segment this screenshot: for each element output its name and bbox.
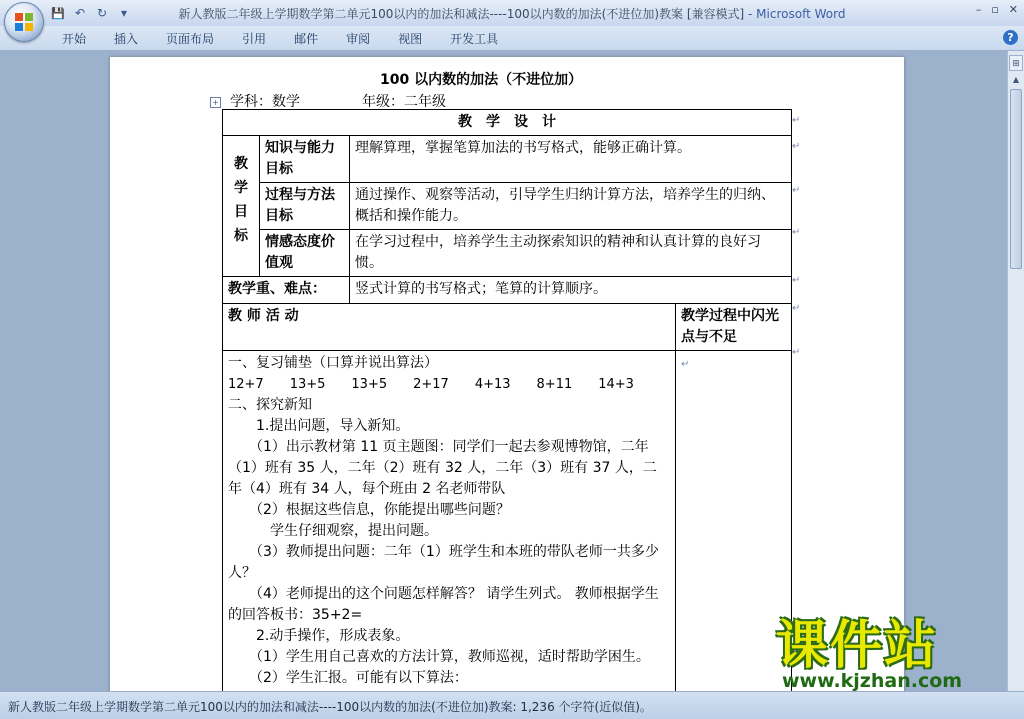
activity-line: 2.动手操作，形成表象。 [228,628,410,644]
table-move-handle-icon[interactable]: + [210,97,221,108]
goal-label-knowledge: 知识与能力目标 [260,136,350,183]
goals-label-char: 教 [234,156,248,172]
activity-line: 二、探究新知 [228,397,312,413]
activity-line: （3）教师提出问题：二年（1）班学生和本班的带队老师一共多少人？ [228,544,659,581]
document-area [0,51,1008,691]
goals-label-char: 学 [234,180,248,196]
office-button[interactable] [4,2,44,42]
tab-insert[interactable]: 插入 [114,32,139,46]
customize-qat-icon[interactable]: ▾ [120,6,128,20]
goal-text-process: 通过操作、观察等活动，引导学生归纳计算方法，培养学生的归纳、概括和操作能力。 [350,183,792,230]
row-end-mark-icon: ↵ [792,303,801,314]
activity-line: 1.提出问题，导入新知。 [228,418,410,434]
ribbon [0,26,1024,51]
office-logo-icon [14,12,34,32]
tab-references[interactable]: 引用 [242,32,267,46]
minimize-button[interactable]: – [975,3,982,16]
row-end-mark-icon: ↵ [792,115,801,126]
subject-label: 学科：数学 [230,94,300,110]
tab-home[interactable]: 开始 [62,32,87,46]
grade-label: 年级：二年级 [362,94,446,110]
activity-line: （1）出示教材第 11 页主题图：同学们一起去参观博物馆，二年（1）班有 35 人，二年（2）班有 32 人，二年（3）班有 37 人，二年（4）班有 34 人，每个班由 2 名老师带队 [228,439,657,497]
watermark-url: www.kjzhan.com [782,670,963,692]
document-title: 100 以内数的加法（不进位加） [380,72,583,88]
row-end-mark-icon: ↵ [792,141,801,152]
activity-line: （2）学生汇报。可能有以下算法： [228,670,468,686]
activity-line: 学生仔细观察，提出问题。 [228,523,438,539]
highlights-header: 教学过程中闪光点与不足 [676,304,792,351]
key-points-text: 竖式计算的书写格式；笔算的计算顺序。 [350,277,792,304]
status-bar [0,691,1024,719]
goal-label-process: 过程与方法目标 [260,183,350,230]
ribbon-tabs [48,30,512,48]
activity-line: 一、复习铺垫（口算并说出算法） [228,355,438,371]
close-button[interactable]: ✕ [1008,3,1018,16]
goal-text-attitude: 在学习过程中，培养学生主动探索知识的精神和认真计算的良好习惯。 [350,230,792,277]
tab-review[interactable]: 审阅 [346,32,371,46]
row-end-mark-icon: ↵ [792,227,801,238]
scroll-up-icon[interactable]: ▲ [1012,75,1020,84]
subject-grade-line [230,91,446,111]
tab-mailings[interactable]: 邮件 [294,32,319,46]
window-title [0,5,1024,22]
activity-line: （4）老师提出的这个问题怎样解答？ 请学生列式。 教师根据学生的回答板书：35+2= [228,586,659,623]
tab-view[interactable]: 视图 [398,32,423,46]
save-icon[interactable]: 💾 [51,6,65,20]
tab-developer[interactable]: 开发工具 [450,32,499,46]
redo-icon[interactable]: ↻ [96,6,108,20]
document-name: 新人教版二年级上学期数学第二单元100以内的加法和减法----100以内数的加法(不进位加)教案 [兼容模式] [178,7,745,21]
goal-label-attitude: 情感态度价值观 [260,230,350,277]
row-end-mark-icon: ↵ [792,275,801,286]
row-end-mark-icon: ↵ [792,347,801,358]
scroll-thumb[interactable] [1010,89,1022,269]
vertical-scrollbar[interactable] [1007,51,1024,691]
watermark [770,618,1006,690]
paragraph-mark-icon: ↵ [681,359,690,370]
activity-line: 12+7 13+5 13+5 2+17 4+13 8+11 14+3 [228,377,634,392]
key-points-label: 教学重、难点： [223,277,350,304]
document-page[interactable] [110,57,904,697]
title-bar [0,0,1024,26]
goals-label-cell [223,136,260,277]
teacher-activity-header: 教 师 活 动 [223,304,676,351]
undo-icon[interactable]: ↶ [74,6,86,20]
activity-line: （1）学生用自己喜欢的方法计算，教师巡视，适时帮助学困生。 [228,649,650,665]
lesson-plan-table [222,109,792,692]
help-icon[interactable]: ? [1003,30,1018,45]
tab-page-layout[interactable]: 页面布局 [166,32,215,46]
goal-text-knowledge: 理解算理，掌握笔算加法的书写格式，能够正确计算。 [350,136,792,183]
teacher-activity-content [223,351,676,692]
goals-label-char: 目 [234,204,248,220]
design-header: 教 学 设 计 [223,110,792,136]
window-controls [976,3,1018,16]
restore-button[interactable]: ▫ [991,3,999,16]
status-text: 新人教版二年级上学期数学第二单元100以内的加法和减法----100以内数的加法(不进位加)教案: 1,236 个字符(近似值)。 [8,700,652,714]
activity-line: （2）根据这些信息，你能提出哪些问题？ [228,502,510,518]
watermark-logo: 课件站 [776,616,939,676]
ruler-toggle-icon[interactable]: ⊞ [1009,55,1023,71]
row-end-mark-icon: ↵ [792,185,801,196]
goals-label-char: 标 [234,228,248,244]
app-name: - Microsoft Word [744,7,846,21]
